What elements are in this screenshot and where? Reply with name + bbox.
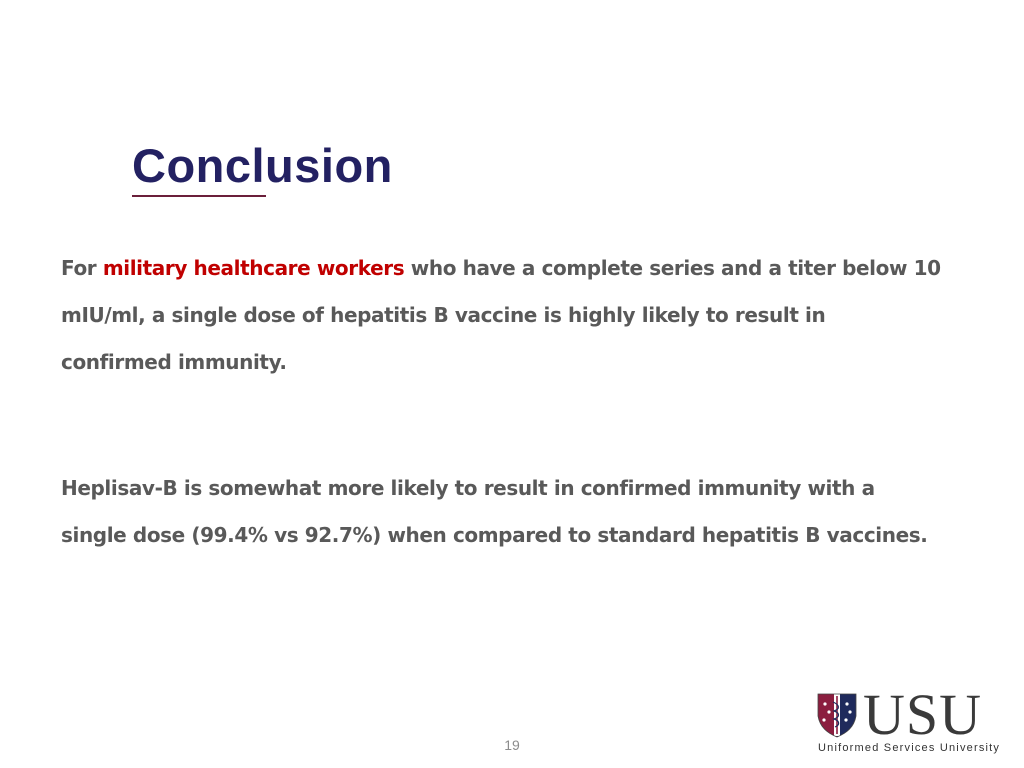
- conclusion-paragraph-2: Heplisav-B is somewhat more likely to result in confirmed immunity with a single dose (99.4% vs 92.7%) when compared to standard hepatitis B vaccines.: [61, 476, 928, 547]
- conclusion-paragraph-1: [61, 245, 941, 386]
- slide-title: Conclusion: [132, 139, 393, 192]
- usu-logo: [816, 682, 1006, 758]
- highlight-text: military healthcare workers: [102, 256, 405, 280]
- usu-wordmark: USU: [863, 682, 983, 747]
- paragraph-1-suffix: who have a complete series and a titer below 10 mIU/ml, a single dose of hepatitis B vaccine is highly likely to result in confirmed immunity.: [61, 256, 941, 374]
- page-number: 19: [504, 737, 520, 753]
- usu-shield-icon: [816, 692, 858, 740]
- title-underline: [132, 195, 266, 197]
- paragraph-1-prefix: For: [61, 256, 103, 280]
- usu-tagline: Uniformed Services University: [818, 742, 1001, 754]
